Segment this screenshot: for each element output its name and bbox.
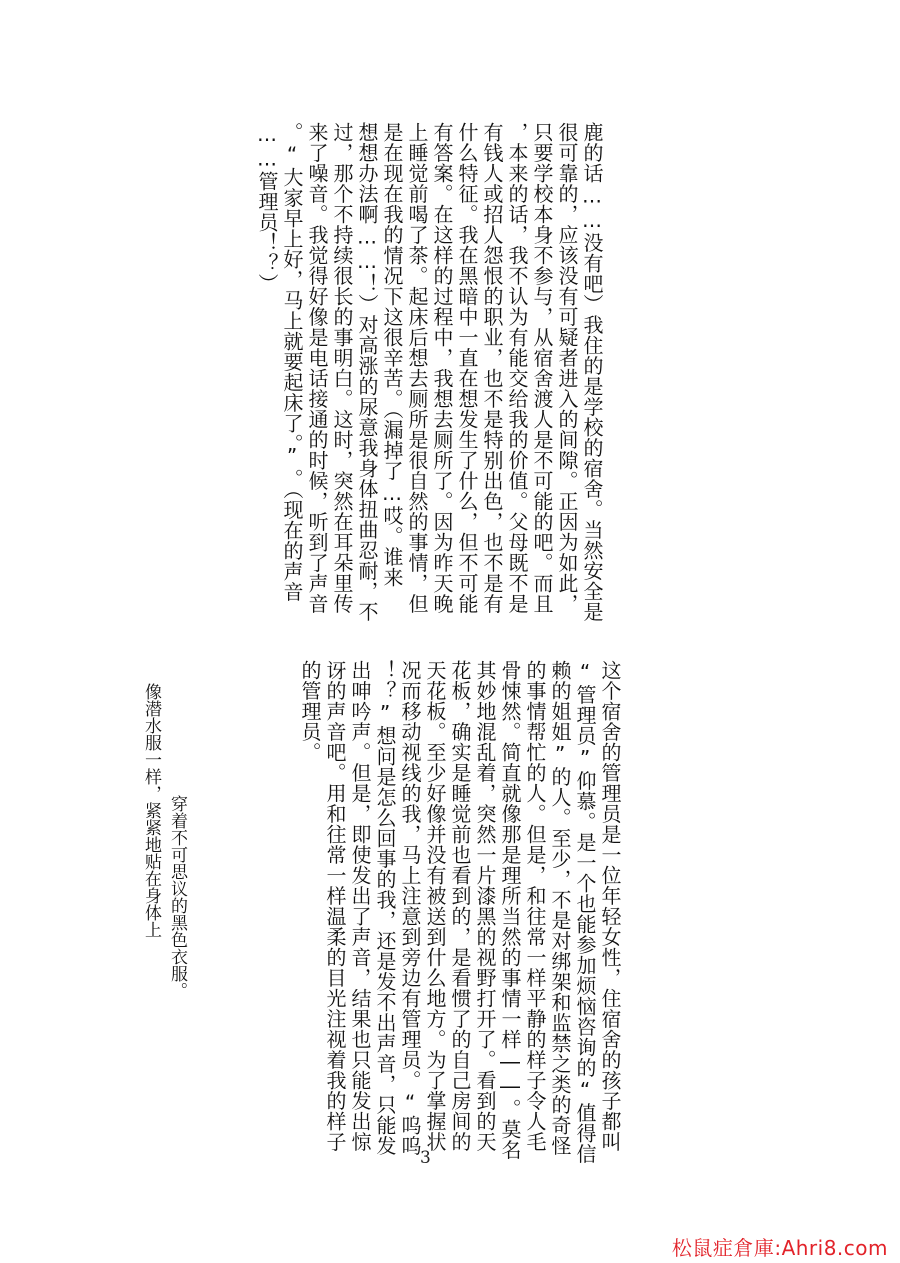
- illustration-caption-line-1: 像潜水服一样，紧紧地贴在身体上: [141, 683, 161, 938]
- watermark-text: 松鼠症倉庫:Ahri8.com: [671, 1236, 888, 1260]
- illustration-caption-line-2: 穿着不可思议的黑色衣服。: [167, 795, 187, 999]
- page-number: 3: [420, 1148, 431, 1168]
- paragraph-2: 这个宿舍的管理员是一位年轻女性，住宿舍的孩子都叫 “管理员”仰慕。是一个也能参加烦恼咨询的“值得信 赖的姐姐”的人。至少，不是对绑架和监禁之类的奇怪 的事情帮忙的人。但是，和往常一样平静的样子令人毛 骨悚然。简直就像那是理所当然的事情一样――。莫名 其妙地混乱着，突然一片漆黑的视野打开了。看到的天 花板，确实是睡觉前也看到的，是看惯了的自己房间的 天花板。至少好像并没有被送到什么地方。为了掌握状 况而移动视线的我，马上注意到旁边有管理员。“呜呜 ！？”想问是怎么回事的我，还是发不出声音，只能发 出呻吟声。但是，即使发出了声音，结果也只能发出惊 讶的声音吧。用和往常一样温柔的目光注视着我的样子 的管理员。: [298, 660, 622, 1164]
- paragraph-1: 鹿的话……没有吧）我住的是学校的宿舍。当然安全是 很可靠的，应该没有可疑者进入的间隙。正因为如此， 只要学校本身不参与，从宿舍渡人是不可能的吧。而且 ，本来的话，我不认为有能交给我的价值。父母既不是 有钱人或招人怨恨的职业，也不是特别出色，也不是有 什么特征。我在黑暗中一直在想发生了什么，但不可能 有答案。在这样的过程中，我想去厕所了。因为昨天晚 上睡觉前喝了茶。起床后想去厕所是很自然的事情，但 是在现在我的情况下这很辛苦。（漏掉了…哎。谁来 想想办法啊……！）对高涨的尿意我身体扭曲忍耐，不 过，那个不持续很长的事明白。这时，突然在耳朵里传 来了噪音。我觉得好像是电话接通的时候，听到了声音 。“大家早上好，马上就要起床了。”。（现在的声音 ……管理员！？）: [255, 122, 604, 622]
